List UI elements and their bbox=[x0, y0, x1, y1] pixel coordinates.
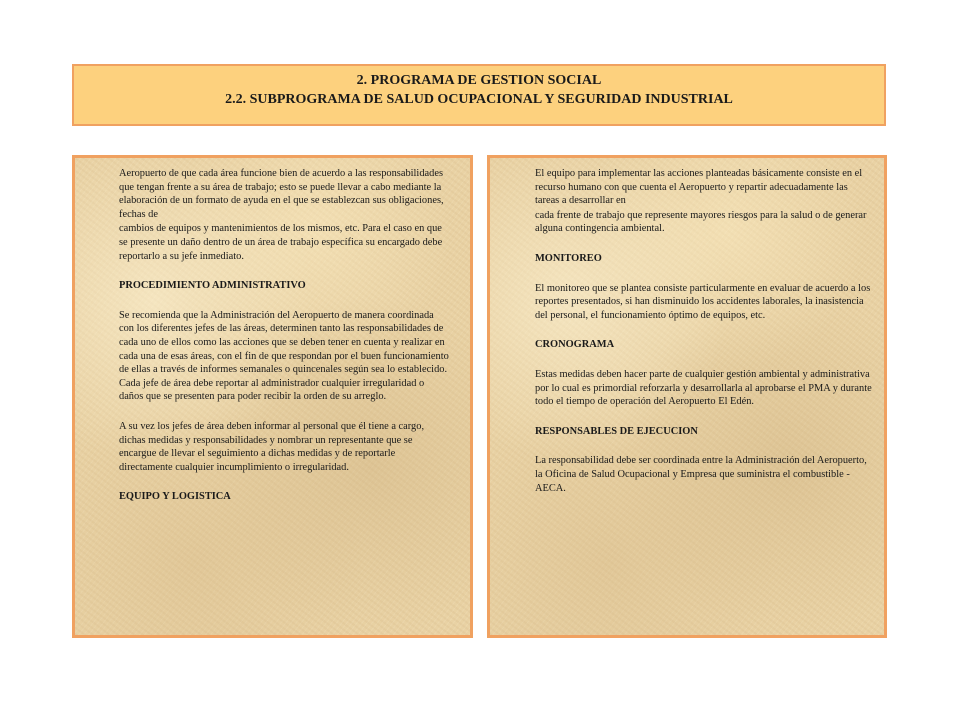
heading-administrative-procedure: PROCEDIMIENTO ADMINISTRATIVO bbox=[119, 280, 306, 292]
paragraph-monitoring: El monitoreo que se plantea consiste particularmente en evaluar de acuerdo a los reportes presentados, si han disminuido los accidentes laborales, la inasistencia del personal, el funcionamiento óptimo de equipos, etc. bbox=[535, 282, 871, 321]
paragraph-area-chiefs: A su vez los jefes de área deben informar al personal que él tiene a cargo, dichas medidas y responsabilidades y nombrar un representante que se encargue de llevar el seguimiento a dichas medidas y de reportarle directamente cualquier incumplimiento o irregularidad. bbox=[119, 420, 425, 473]
left-text-panel bbox=[72, 155, 473, 638]
paragraph-responsibles: La responsabilidad debe ser coordinada entre la Administración del Aeropuerto, la Oficina de Salud Ocupacional y Empresa que suministra el combustible - AECA. bbox=[535, 455, 867, 494]
heading-monitoring: MONITOREO bbox=[535, 252, 602, 264]
paragraph-risk-fronts: cada frente de trabajo que represente mayores riesgos para la salud o de generar alguna contingencia ambiental. bbox=[535, 209, 867, 235]
paragraph-equipment: El equipo para implementar las acciones planteadas básicamente consiste en el recurso humano con que cuenta el Aeropuerto y repartir adecuadamente las tareas a desarrollar en bbox=[535, 168, 863, 207]
heading-responsibles: RESPONSABLES DE EJECUCION bbox=[535, 425, 698, 437]
section-title: 2. PROGRAMA DE GESTION SOCIAL bbox=[356, 73, 602, 88]
slide-title-box bbox=[72, 64, 886, 126]
subsection-title: 2.2. SUBPROGRAMA DE SALUD OCUPACIONAL Y SEGURIDAD INDUSTRIAL bbox=[225, 92, 733, 107]
paragraph-administration: Se recomienda que la Administración del Aeropuerto de manera coordinada con los diferentes jefes de las áreas, determinen tanto las responsabilidades de cada uno de ellos como las acciones que se deben tener en cuenta y realizar en cada una de esas áreas, con el fin de que respondan por el buen funcionamiento de ellas a través de informes semanales o quincenales según sea lo establecido. Cada jefe de área debe reportar al administrador cualquier irregularidad o daños que se presenten para poder recibir la orden de su arreglo. bbox=[119, 309, 449, 403]
right-text-panel bbox=[487, 155, 887, 638]
heading-schedule: CRONOGRAMA bbox=[535, 339, 615, 351]
paragraph-responsibilities: Aeropuerto de que cada área funcione bien de acuerdo a las responsabilidades que tengan frente a su área de trabajo; esto se puede llevar a cabo mediante la elaboración de un formato de ayuda en el que se establezcan sus obligaciones, fechas de bbox=[119, 168, 444, 220]
paragraph-equipment-changes: cambios de equipos y mantenimientos de los mismos, etc. Para el caso en que se presente un daño dentro de un área de trabajo específica su encargado debe reportarlo a su jefe inmediato. bbox=[119, 223, 443, 262]
paragraph-schedule: Estas medidas deben hacer parte de cualquier gestión ambiental y administrativa por lo cual es primordial reforzarla y desarrollarla al aprobarse el PMA y durante todo el tiempo de operación del Aeropuerto El Edén. bbox=[535, 368, 872, 408]
heading-equipment-logistics: EQUIPO Y LOGISTICA bbox=[119, 491, 231, 503]
